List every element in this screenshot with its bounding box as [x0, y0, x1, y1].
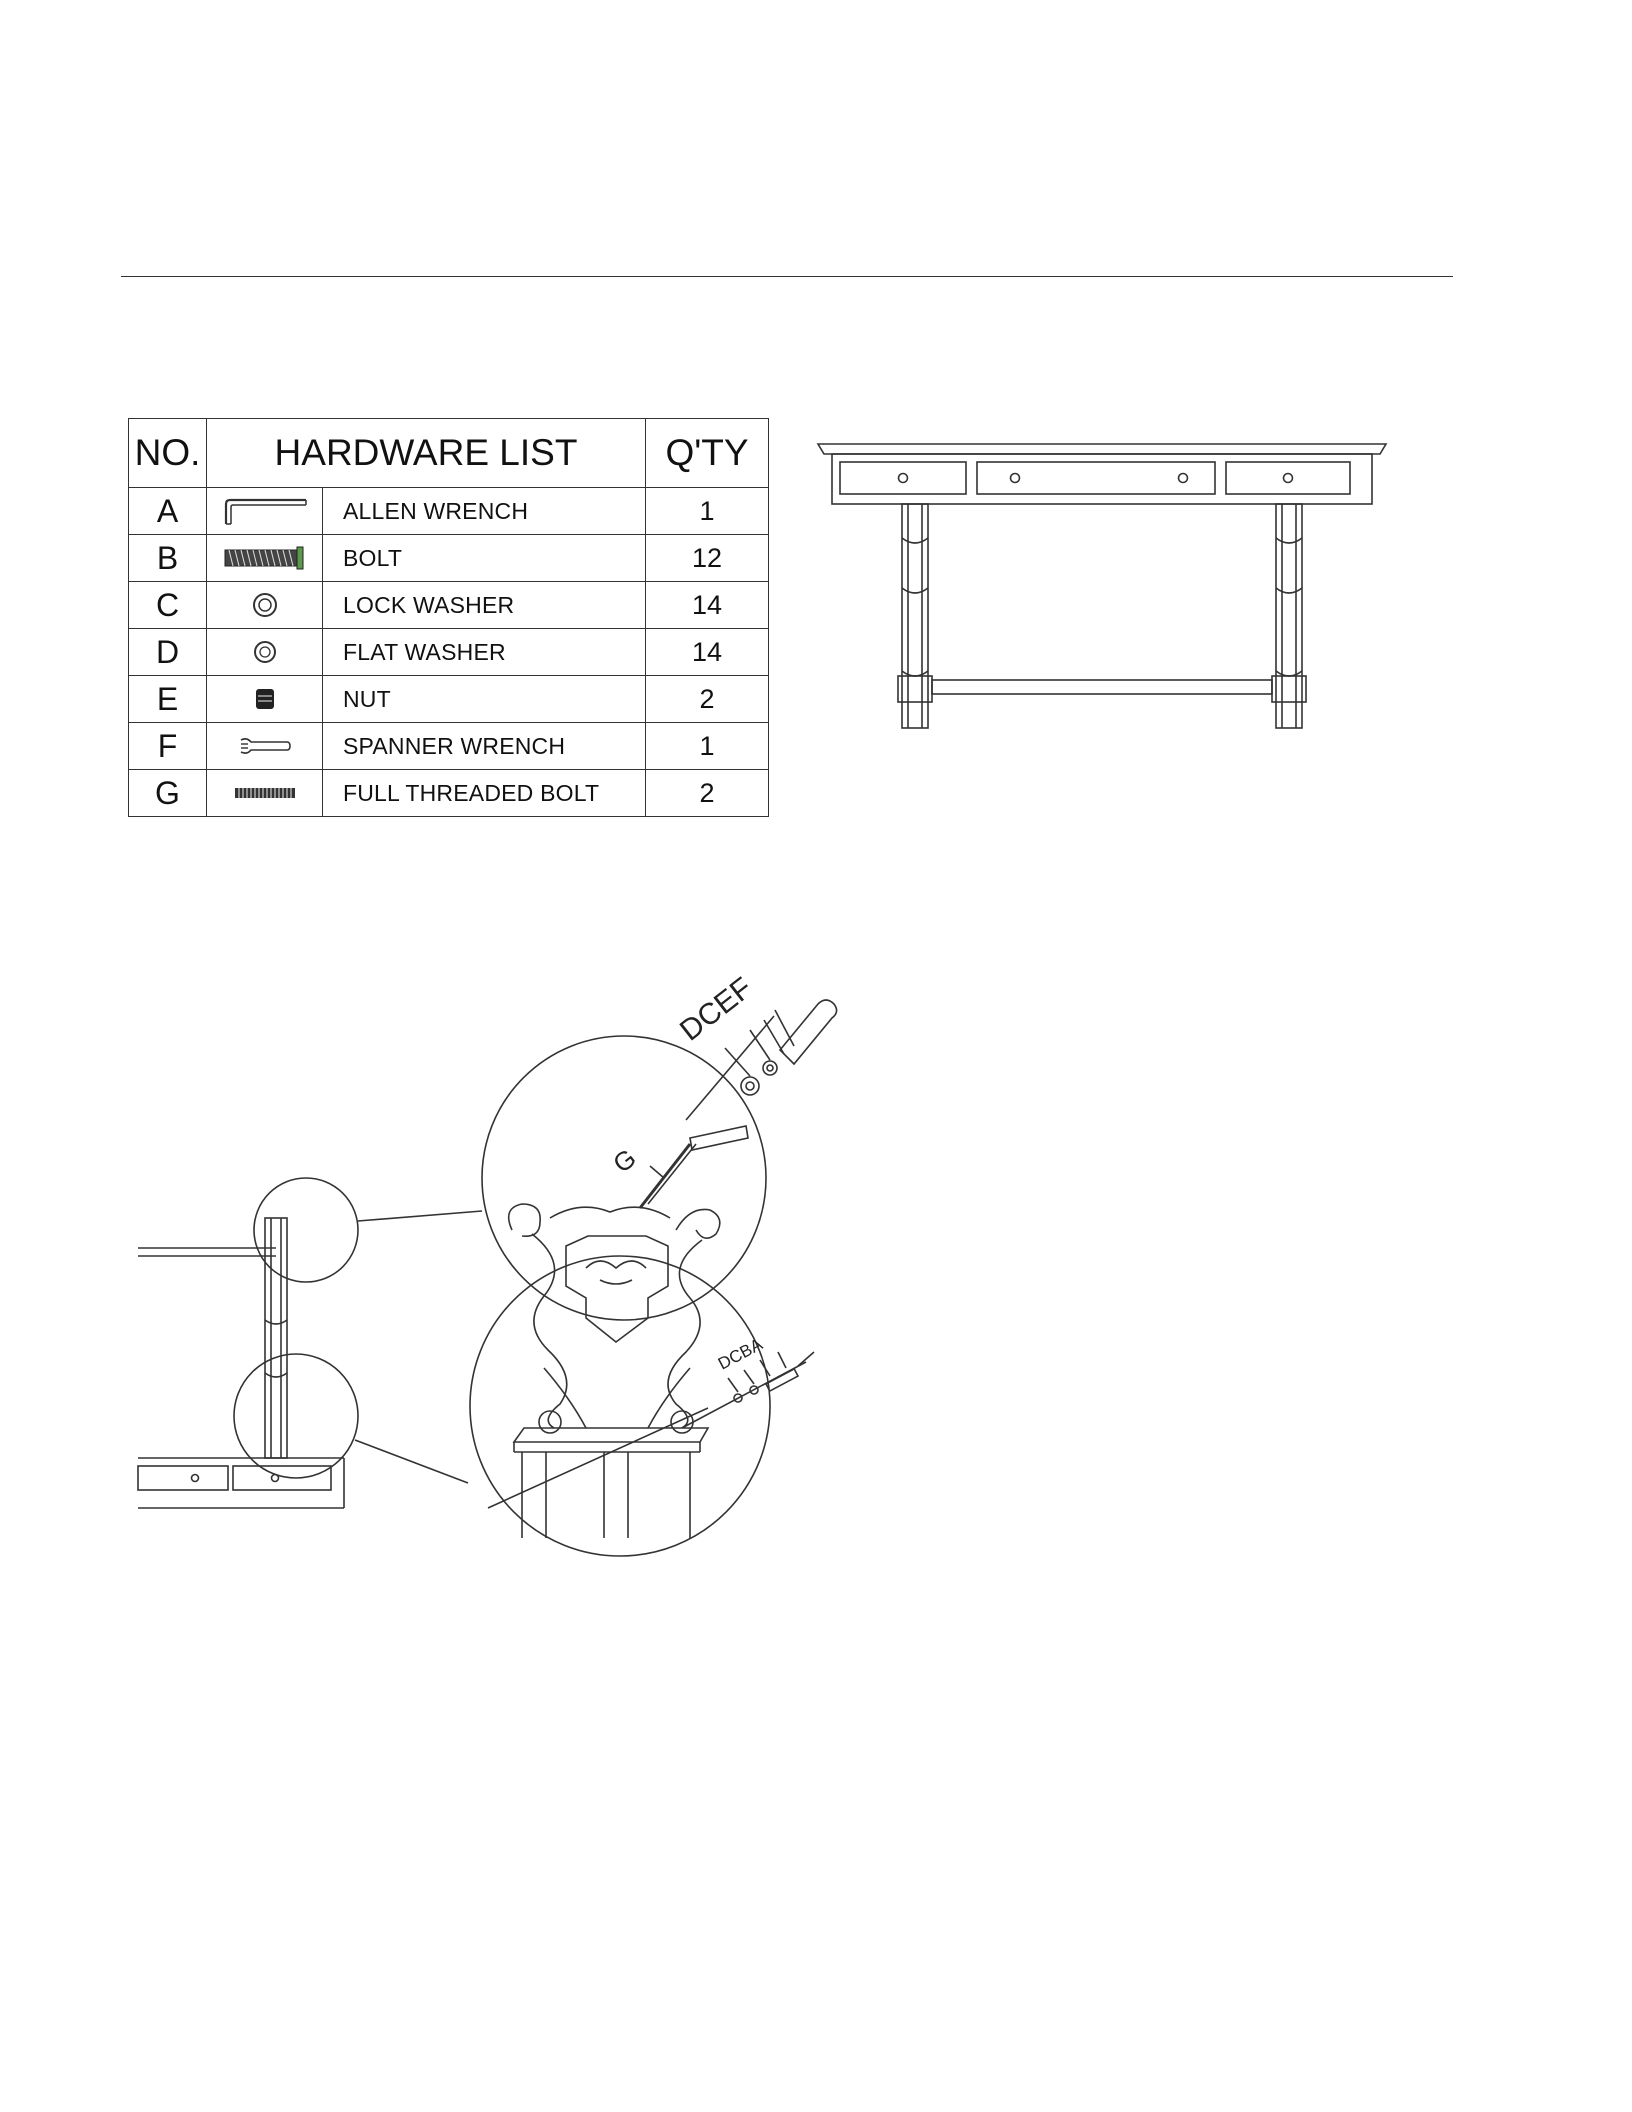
lock-washer-icon — [250, 590, 280, 620]
callout-dcba: DCBA — [714, 1334, 766, 1374]
hardware-table — [128, 418, 769, 817]
header-hardware-list: HARDWARE LIST — [207, 419, 646, 488]
row-qty: 14 — [646, 582, 769, 629]
table-row — [129, 488, 769, 535]
row-no: A — [129, 488, 207, 535]
table-header-row — [129, 419, 769, 488]
detail-circle-lower — [234, 1354, 358, 1478]
table-row — [129, 535, 769, 582]
nut-icon — [250, 684, 280, 714]
desk-front-view — [812, 436, 1392, 732]
callout-g: G — [607, 1142, 642, 1179]
threaded-bolt-icon — [233, 785, 297, 801]
row-name: FLAT WASHER — [323, 629, 646, 676]
allen-wrench-icon — [220, 496, 310, 526]
row-no: G — [129, 770, 207, 817]
row-qty: 2 — [646, 770, 769, 817]
row-no: C — [129, 582, 207, 629]
row-name: LOCK WASHER — [323, 582, 646, 629]
table-row — [129, 676, 769, 723]
row-qty: 1 — [646, 488, 769, 535]
assembly-detail-drawing — [130, 968, 890, 1608]
row-qty: 12 — [646, 535, 769, 582]
row-qty: 2 — [646, 676, 769, 723]
callout-dcef: DCEF — [673, 971, 759, 1048]
bolt-icon — [223, 545, 307, 571]
header-qty: Q'TY — [646, 419, 769, 488]
row-no: D — [129, 629, 207, 676]
row-name: SPANNER WRENCH — [323, 723, 646, 770]
row-name: NUT — [323, 676, 646, 723]
table-row — [129, 629, 769, 676]
row-name: ALLEN WRENCH — [323, 488, 646, 535]
table-row — [129, 723, 769, 770]
row-name: BOLT — [323, 535, 646, 582]
row-qty: 1 — [646, 723, 769, 770]
header-no: NO. — [129, 419, 207, 488]
table-row — [129, 770, 769, 817]
flat-washer-icon — [250, 637, 280, 667]
spanner-wrench-icon — [237, 734, 293, 758]
row-qty: 14 — [646, 629, 769, 676]
header-rule — [121, 276, 1453, 277]
row-no: F — [129, 723, 207, 770]
row-name: FULL THREADED BOLT — [323, 770, 646, 817]
detail-circle-upper — [254, 1178, 358, 1282]
row-no: E — [129, 676, 207, 723]
row-no: B — [129, 535, 207, 582]
table-row — [129, 582, 769, 629]
